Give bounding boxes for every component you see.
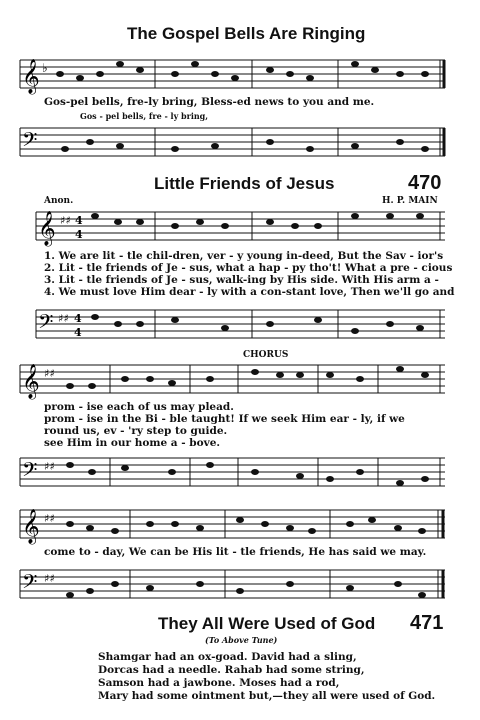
svg-text:𝄢: 𝄢: [38, 310, 54, 338]
music-staff-top-bass: [0, 118, 480, 168]
chorus-label: CHORUS: [243, 350, 289, 360]
music-staff-top-treble: [0, 50, 480, 100]
lyric-top-main: Gos-pel bells, fre-ly bring, Bless-ed news to you and me.: [44, 96, 375, 108]
svg-text:♯♯: ♯♯: [44, 572, 55, 585]
text-line-3: Samson had a jawbone. Moses had a rod,: [98, 677, 340, 689]
music-staff-470-sys2-treble: [0, 355, 480, 405]
verse-1-line: 1. We are lit - tle chil-dren, ver - y young in-deed, But the Sav - ior's: [44, 250, 444, 262]
author-right: H. P. MAIN: [382, 196, 438, 206]
music-staff-470-sys2-bass: [0, 448, 480, 498]
svg-text:𝄞: 𝄞: [22, 59, 40, 94]
svg-text:𝄞: 𝄞: [38, 211, 56, 246]
text-line-1: Shamgar had an ox-goad. David had a sling,: [98, 651, 357, 663]
author-left: Anon.: [44, 196, 74, 206]
svg-text:♯♯: ♯♯: [44, 367, 55, 380]
svg-text:𝄢: 𝄢: [22, 128, 38, 156]
svg-text:𝄞: 𝄞: [22, 364, 40, 399]
music-staff-470-sys3-treble: [0, 500, 480, 550]
svg-text:𝄞: 𝄞: [22, 509, 40, 544]
svg-text:♯♯: ♯♯: [44, 460, 55, 473]
verse-2-line-2: prom - ise in the Bi - ble taught! If we seek Him ear - ly, if we: [44, 413, 405, 425]
verses-470-sys1: [44, 250, 455, 298]
svg-text:4: 4: [75, 214, 83, 227]
svg-text:♭: ♭: [42, 61, 48, 75]
verse-3-line-2: round us, ev - 'ry step to guide.: [44, 425, 228, 437]
lyric-top-alto: Gos - pel bells, fre - ly bring,: [80, 111, 209, 121]
hymn-title-gospel-bells: The Gospel Bells Are Ringing: [127, 24, 366, 43]
svg-text:♯♯: ♯♯: [60, 214, 71, 227]
verse-2-line: 2. Lit - tle friends of Je - sus, what a hap - py tho't! What a pre - cious: [44, 262, 453, 274]
svg-text:♯♯: ♯♯: [58, 312, 69, 325]
hymn-title-471: They All Were Used of God: [158, 614, 376, 633]
verse-1-line-2: prom - ise each of us may plead.: [44, 401, 234, 413]
svg-text:4: 4: [74, 326, 82, 339]
text-line-2: Dorcas had a needle. Rahab had some string,: [98, 664, 365, 676]
music-staff-470-sys1-treble: [0, 202, 480, 252]
hymn-number-471: 471: [410, 612, 444, 634]
verse-4-line: 4. We must love Him dear - ly with a con-stant love, Then we'll go and: [44, 286, 455, 298]
hymn-number-470: 470: [408, 172, 442, 194]
svg-text:4: 4: [75, 228, 83, 241]
music-staff-470-sys3-bass: [0, 560, 480, 610]
lyric-470-sys3: come to - day, We can be His lit - tle friends, He has said we may.: [44, 546, 427, 558]
hymn-title-470: Little Friends of Jesus: [154, 174, 335, 193]
svg-text:𝄢: 𝄢: [22, 570, 38, 598]
svg-text:𝄢: 𝄢: [22, 458, 38, 486]
hymn-471-text: [98, 651, 435, 703]
svg-text:4: 4: [74, 312, 82, 325]
text-line-4: Mary had some ointment but,—they all were used of God.: [98, 690, 436, 702]
verse-3-line: 3. Lit - tle friends of Je - sus, walk-ing by His side. With His arm a -: [44, 274, 439, 286]
verse-4-line-2: see Him in our home a - bove.: [44, 437, 221, 449]
hymn-subtitle-471: (To Above Tune): [205, 635, 278, 645]
svg-text:♯♯: ♯♯: [44, 512, 55, 525]
verses-470-sys2: [44, 401, 405, 449]
music-staff-470-sys1-bass: [0, 300, 480, 350]
